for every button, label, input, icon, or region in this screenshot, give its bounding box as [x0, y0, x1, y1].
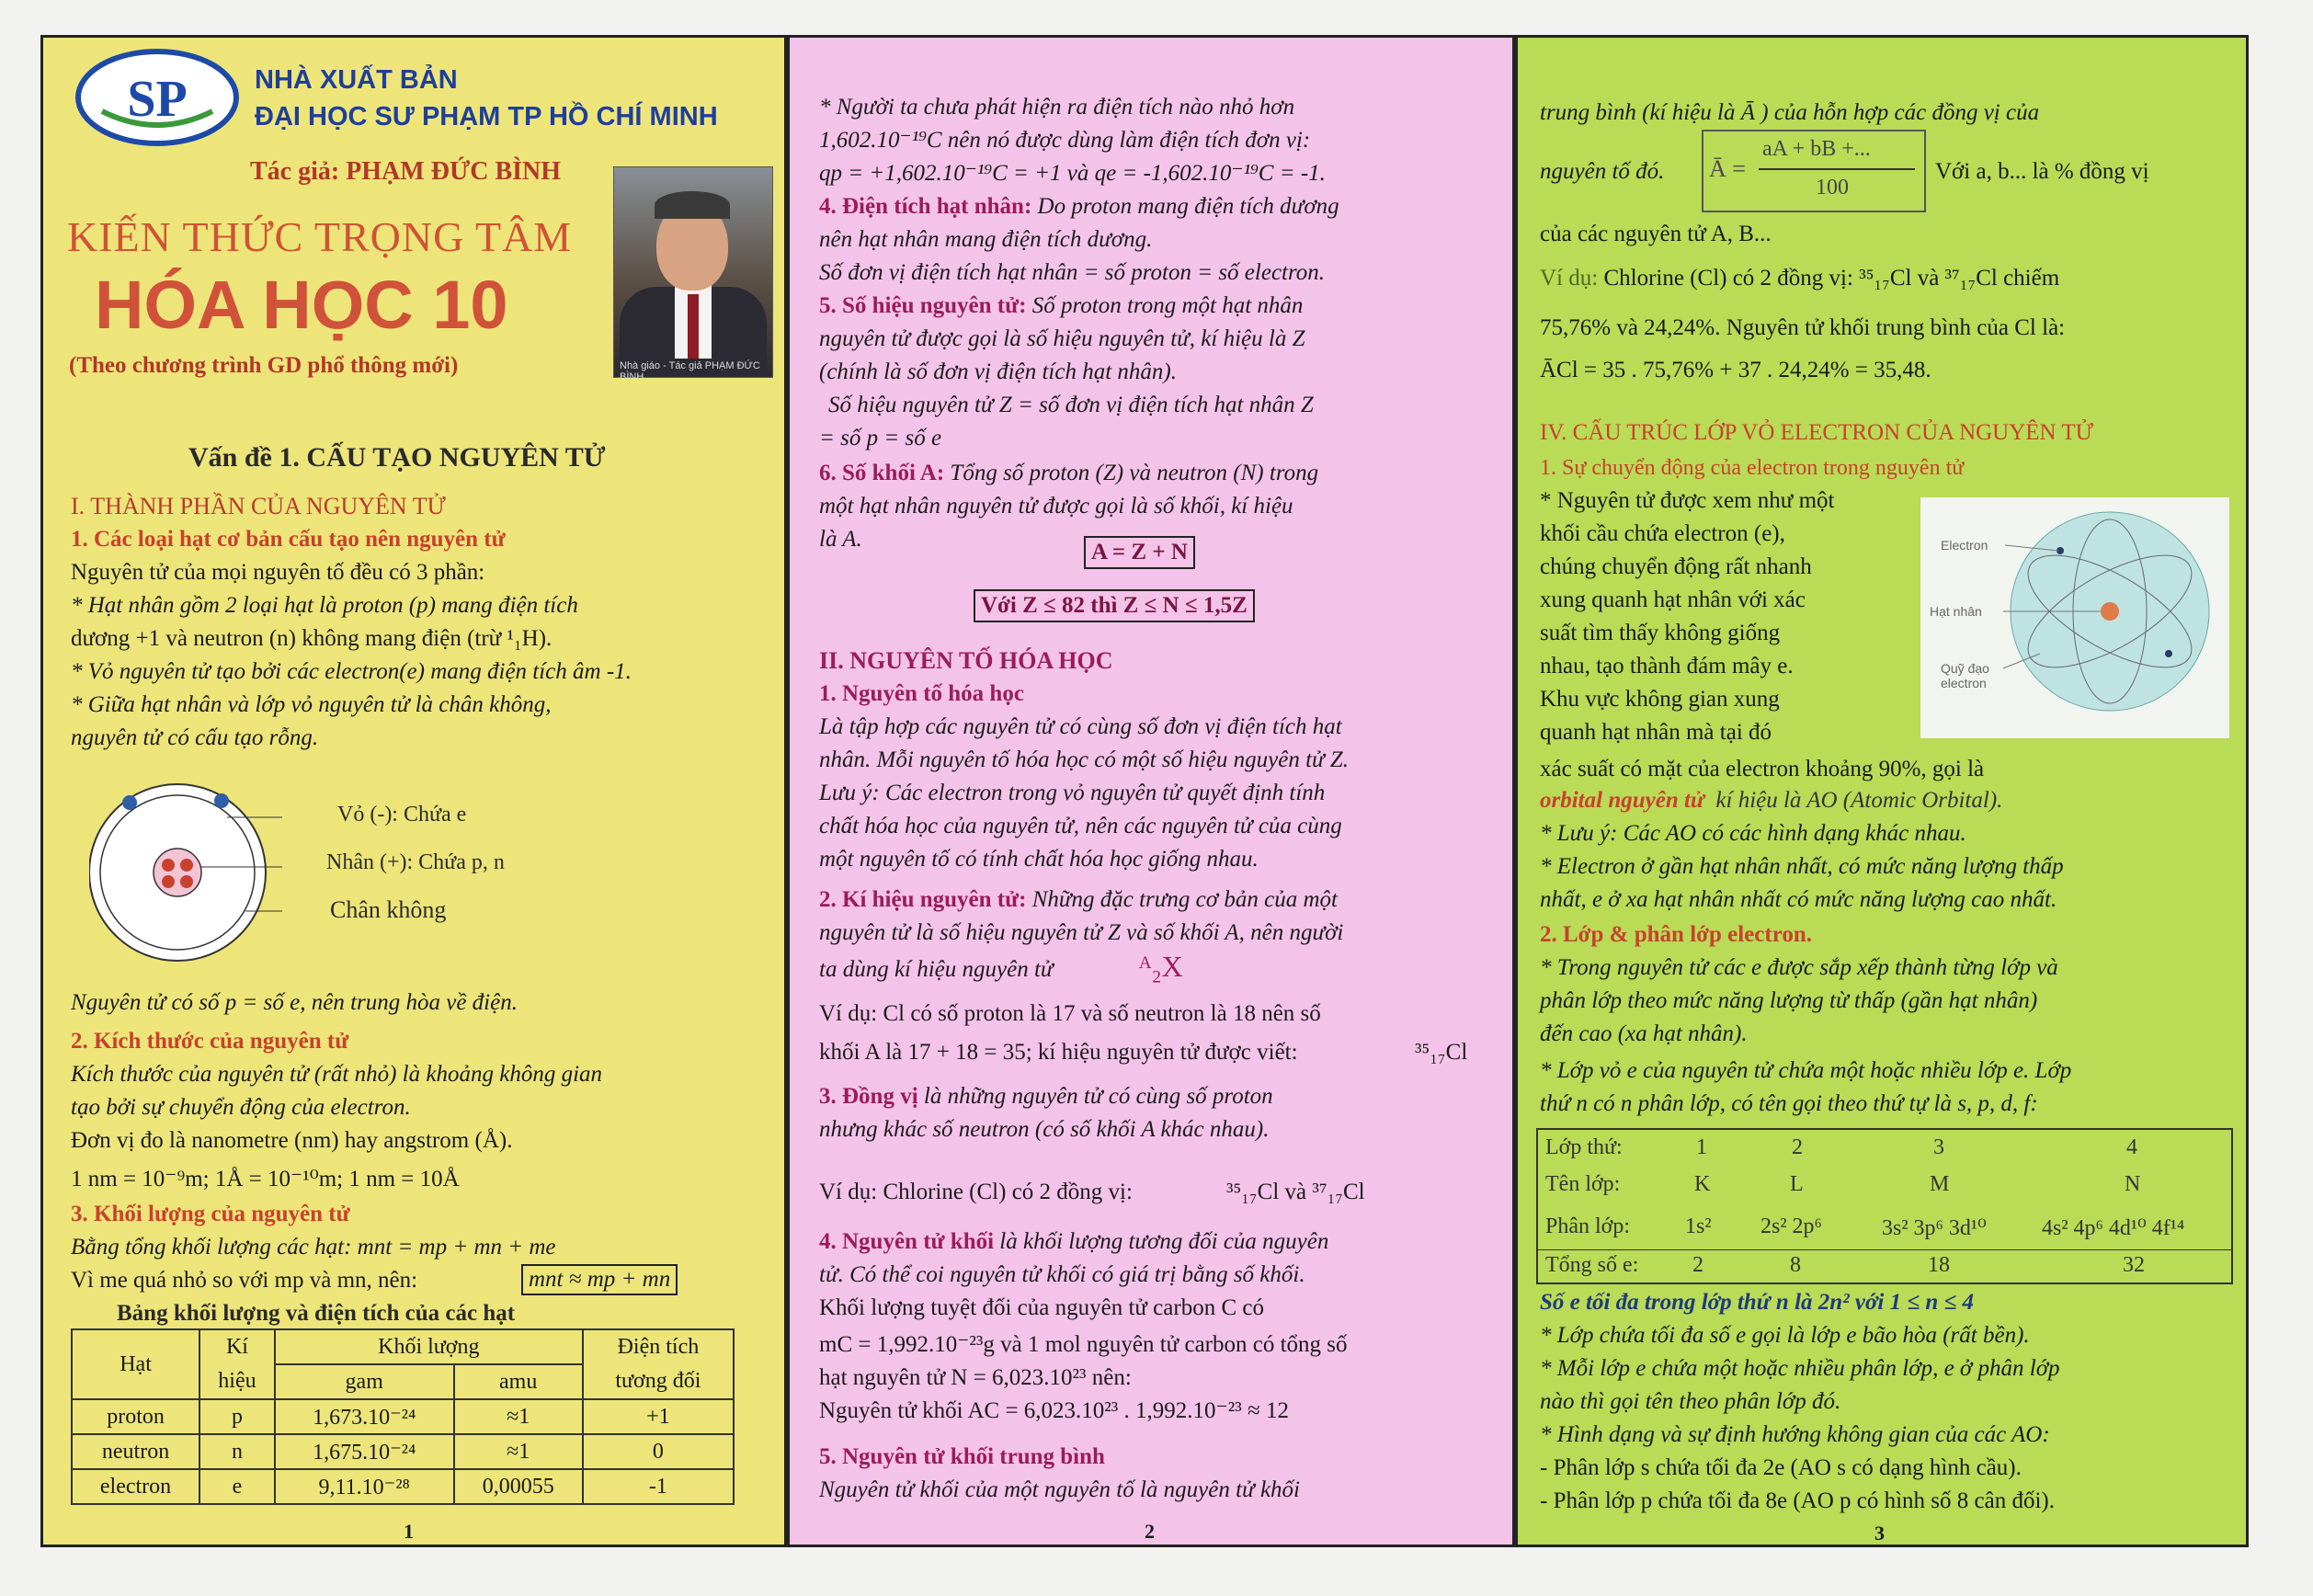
text-line: khối A là 17 + 18 = 35; kí hiệu nguyên tử được viết: [819, 1040, 1298, 1065]
cell: neutron [72, 1434, 199, 1469]
page-3 [1515, 35, 2249, 1547]
cell: proton [72, 1399, 199, 1434]
text-line: kí hiệu là AO (Atomic Orbital). [1715, 788, 2003, 813]
atom-diagram [89, 770, 549, 981]
page-number: 1 [404, 1520, 414, 1543]
author-name: Tác giả: PHẠM ĐỨC BÌNH [250, 157, 562, 186]
text-line: 1,602.10⁻¹⁹C nên nó được dùng làm điện tích đơn vị: [819, 128, 1311, 153]
text-line: của các nguyên tử A, B... [1540, 222, 1772, 246]
cell: 2 [1692, 1253, 1703, 1277]
text-line: Nguyên tử khối của một nguyên tố là nguyên tử khối [819, 1477, 1300, 1502]
program-note: (Theo chương trình GD phổ thông mới) [69, 353, 459, 378]
col-header-gram: gam [275, 1364, 454, 1399]
text-line: 75,76% và 24,24%. Nguyên tử khối trung bình của Cl là: [1540, 315, 2066, 340]
text-line: là A. [819, 527, 862, 552]
heading-size: 2. Kích thước của nguyên tử [71, 1029, 349, 1054]
text-line: Với a, b... là % đồng vị [1935, 159, 2149, 184]
text-line: Chlorine (Cl) có 2 đồng vị: ³⁵₁₇Cl và ³⁷₁₇Cl chiếm [1603, 266, 2060, 291]
text-line: thứ n có n phân lớp, có tên gọi theo thứ tự là s, p, d, f: [1540, 1091, 2038, 1116]
text-line: quanh hạt nhân mà tại đó [1540, 720, 1772, 745]
cell: 9,11.10⁻²⁸ [275, 1469, 454, 1504]
cell: 0 [583, 1434, 734, 1469]
cell: 3s² 3p⁶ 3d¹⁰ [1882, 1216, 1987, 1240]
row-label: Tên lớp: [1545, 1172, 1621, 1196]
text-line: chúng chuyển động rất nhanh [1540, 554, 1812, 579]
page-2 [787, 35, 1515, 1547]
text-line: Nguyên tử của mọi nguyên tố đều có 3 phần: [71, 560, 485, 585]
text-line: Nguyên tử có số p = số e, nên trung hòa về điện. [71, 990, 518, 1015]
text-line: đến cao (xa hạt nhân). [1540, 1021, 1748, 1046]
formula-denominator: 100 [1816, 176, 1849, 200]
particle-table [71, 1328, 735, 1505]
text-line: Là tập hợp các nguyên tử có cùng số đơn vị điện tích hạt [819, 714, 1342, 739]
text-line: Số proton trong một hạt nhân [1031, 293, 1304, 318]
symbol-AZX: ᴬ₂X [1139, 950, 1183, 983]
col-header-symbol-2: hiệu [199, 1364, 275, 1399]
publisher-name-line2: ĐẠI HỌC SƯ PHẠM TP HỒ CHÍ MINH [255, 102, 718, 131]
text-line: Kích thước của nguyên tử (rất nhỏ) là khoảng không gian [71, 1062, 603, 1087]
text-line: suất tìm thấy không giống [1540, 621, 1781, 645]
cell: e [199, 1469, 275, 1504]
orbital-label-electron: Electron [1941, 538, 1988, 553]
text-line: ĀCl = 35 . 75,76% + 37 . 24,24% = 35,48. [1540, 358, 1931, 382]
cell: +1 [583, 1399, 734, 1434]
col-header-mass: Khối lượng [275, 1329, 583, 1364]
table-row [72, 1399, 734, 1434]
heading-isotope: 3. Đồng vị [819, 1084, 918, 1109]
text-line: nguyên tử được gọi là số hiệu nguyên tử, kí hiệu là Z [819, 326, 1305, 351]
text-line: - Phân lớp p chứa tối đa 8e (AO p có hình số 8 cân đối). [1540, 1488, 2055, 1513]
row-label: Phân lớp: [1545, 1214, 1631, 1238]
average-mass-formula [1702, 130, 1926, 212]
page-number: 3 [1874, 1522, 1885, 1545]
cell: 1 [1696, 1135, 1707, 1159]
atom-label-vacuum: Chân không [330, 896, 447, 923]
text-line: mC = 1,992.10⁻²³g và 1 mol nguyên tử carbon có tổng số [819, 1332, 1348, 1357]
cell: 4 [2126, 1135, 2137, 1159]
text-line: nhưng khác số neutron (có số khối A khác nhau). [819, 1117, 1270, 1142]
mass-approx-box: mnt ≈ mp + mn [521, 1264, 678, 1295]
heading-atomic-mass: 4. Nguyên tử khối [819, 1229, 995, 1254]
text-line: Do proton mang điện tích dương [1037, 194, 1339, 219]
heading-nuclear-charge: 4. Điện tích hạt nhân: [819, 194, 1032, 219]
text-line: Bằng tổng khối lượng các hạt: mnt = mp + mn + me [71, 1235, 556, 1260]
cell: 1,675.10⁻²⁴ [275, 1434, 454, 1469]
text-line: khối cầu chứa electron (e), [1540, 521, 1785, 546]
atom-label-shell: Vỏ (-): Chứa e [337, 803, 467, 826]
text-line: nhau, tạo thành đám mây e. [1540, 654, 1794, 678]
text-line: dương +1 và neutron (n) không mang điện (trừ ¹₁H). [71, 626, 553, 651]
cell: 18 [1928, 1253, 1950, 1277]
section-heading-2: II. NGUYÊN TỐ HÓA HỌC [819, 647, 1113, 674]
text-line: * Vỏ nguyên tử tạo bởi các electron(e) mang điện tích âm -1. [71, 659, 632, 684]
cell: p [199, 1399, 275, 1434]
text-line: nên hạt nhân mang điện tích dương. [819, 227, 1153, 252]
fraction-bar [1759, 168, 1915, 170]
orbital-label-orbit: Quỹ đạo electron [1941, 661, 1989, 690]
table-title: Bảng khối lượng và điện tích của các hạt [117, 1301, 516, 1326]
text-line: là những nguyên tử có cùng số proton [923, 1084, 1273, 1109]
col-header-symbol: Kí [199, 1329, 275, 1364]
col-header-charge: Điện tích [583, 1329, 734, 1364]
text-line: Nguyên tử khối AC = 6,023.10²³ . 1,992.10⁻²³ ≈ 12 [819, 1398, 1289, 1423]
text-line: hạt nguyên tử N = 6,023.10²³ nên: [819, 1365, 1132, 1390]
publisher-name-line1: NHÀ XUẤT BẢN [255, 65, 458, 95]
row-label: Tổng số e: [1545, 1253, 1639, 1277]
heading-atomic-symbol: 2. Kí hiệu nguyên tử: [819, 887, 1027, 912]
text-line: nguyên tử có cấu tạo rỗng. [71, 725, 319, 750]
text-line: là khối lượng tương đối của nguyên [999, 1229, 1329, 1254]
heading-particles: 1. Các loại hạt cơ bản cấu tạo nên nguyên tử [71, 527, 506, 552]
cell: -1 [583, 1469, 734, 1504]
cell: M [1930, 1172, 1950, 1196]
cell: N [2125, 1172, 2141, 1196]
text-line: (chính là số đơn vị điện tích hạt nhân). [819, 359, 1177, 384]
cell: 0,00055 [454, 1469, 583, 1504]
topic-title: Vấn đề 1. CẤU TẠO NGUYÊN TỬ [188, 442, 606, 473]
text-line: Ví dụ: Cl có số proton là 17 và số neutron là 18 nên số [819, 1001, 1321, 1026]
cell: 1,673.10⁻²⁴ [275, 1399, 454, 1434]
text-line: * Mỗi lớp e chứa một hoặc nhiều phân lớp, e ở phân lớp [1540, 1356, 2060, 1381]
cell: K [1694, 1172, 1711, 1196]
example-label: Ví dụ: [1540, 266, 1599, 291]
text-line: * Hạt nhân gồm 2 loại hạt là proton (p) mang điện tích [71, 593, 578, 618]
publisher-logo [74, 47, 240, 148]
formula-box-A: A = Z + N [1084, 536, 1195, 569]
isotope-symbols: ³⁵₁₇Cl và ³⁷₁₇Cl [1226, 1180, 1365, 1204]
text-line: Ví dụ: Chlorine (Cl) có 2 đồng vị: [819, 1180, 1133, 1204]
cell: 2s² 2p⁶ [1760, 1214, 1822, 1238]
max-electrons-rule: Số e tối đa trong lớp thứ n là 2n² với 1 ≤ n ≤ 4 [1540, 1290, 1974, 1315]
text-line: Khu vực không gian xung [1540, 687, 1780, 712]
cell: 32 [2123, 1253, 2145, 1277]
table-row [72, 1434, 734, 1469]
text-line: * Electron ở gần hạt nhân nhất, có mức năng lượng thấp [1540, 854, 2064, 879]
text-line: nhân. Mỗi nguyên tố hóa học có một số hiệu nguyên tử Z. [819, 747, 1350, 772]
text-line: nhất, e ở xa hạt nhân nhất có mức năng lượng cao nhất. [1540, 887, 2057, 912]
text-line: ta dùng kí hiệu nguyên tử [819, 957, 1054, 982]
formula-box-ratio: Với Z ≤ 82 thì Z ≤ N ≤ 1,5Z [974, 589, 1255, 622]
cell: electron [72, 1469, 199, 1504]
text-line: nguyên tử là số hiệu nguyên tử Z và số khối A, nên người [819, 920, 1344, 945]
svg-text:SP: SP [127, 71, 188, 128]
page-number: 2 [1145, 1520, 1155, 1543]
text-line: * Lưu ý: Các AO có các hình dạng khác nhau. [1540, 821, 1966, 846]
text-line: qp = +1,602.10⁻¹⁹C = +1 và qe = -1,602.10⁻¹⁹C = -1. [819, 161, 1326, 186]
shell-table [1536, 1128, 2233, 1284]
heading-average-mass: 5. Nguyên tử khối trung bình [819, 1444, 1105, 1469]
text-line: tử. Có thể coi nguyên tử khối có giá trị bằng số khối. [819, 1262, 1305, 1287]
text-line: - Phân lớp s chứa tối đa 2e (AO s có dạng hình cầu). [1540, 1455, 2022, 1480]
formula-numerator: aA + bB +... [1762, 137, 1871, 161]
col-header-relative: tương đối [583, 1364, 734, 1399]
text-line: phân lớp theo mức năng lượng từ thấp (gần hạt nhân) [1540, 988, 2038, 1013]
text-line: Tổng số proton (Z) và neutron (N) trong [950, 461, 1319, 485]
text-line: xung quanh hạt nhân với xác [1540, 587, 1806, 612]
text-line: = số p = số e [819, 426, 942, 450]
table-row [72, 1469, 734, 1504]
formula-lhs: Ā = [1709, 155, 1746, 182]
term-orbital: orbital nguyên tử [1540, 788, 1704, 813]
orbital-illustration [1920, 497, 2229, 738]
cell: L [1790, 1172, 1804, 1196]
col-header-particle: Hạt [72, 1329, 199, 1399]
text-line: nguyên tố đó. [1540, 159, 1665, 184]
heading-atomic-number: 5. Số hiệu nguyên tử: [819, 293, 1027, 318]
text-line: 1 nm = 10⁻⁹m; 1Å = 10⁻¹⁰m; 1 nm = 10Å [71, 1167, 460, 1191]
orbital-label-nucleus: Hạt nhân [1930, 604, 1982, 619]
text-line: một nguyên tố có tính chất hóa học giống nhau. [819, 847, 1259, 872]
text-line: Những đặc trưng cơ bản của một [1031, 887, 1338, 912]
cell: n [199, 1434, 275, 1469]
cell: 4s² 4p⁶ 4d¹⁰ 4f¹⁴ [2042, 1216, 2185, 1240]
text-line: nào thì gọi tên theo phân lớp đó. [1540, 1389, 1841, 1414]
heading-mass: 3. Khối lượng của nguyên tử [71, 1202, 350, 1226]
text-line: * Người ta chưa phát hiện ra điện tích nào nhỏ hơn [819, 95, 1295, 120]
heading-element: 1. Nguyên tố hóa học [819, 681, 1024, 706]
text-line: * Trong nguyên tử các e được sắp xếp thành từng lớp và [1540, 955, 2058, 980]
row-label: Lớp thứ: [1545, 1135, 1623, 1159]
text-line: Khối lượng tuyệt đối của nguyên tử carbon C có [819, 1295, 1264, 1320]
symbol-cl35: ³⁵₁₇Cl [1415, 1040, 1468, 1065]
page-1 [40, 35, 787, 1547]
atom-label-nucleus: Nhân (+): Chứa p, n [326, 850, 505, 874]
heading-mass-number: 6. Số khối A: [819, 461, 945, 485]
text-line: * Lớp vỏ e của nguyên tử chứa một hoặc nhiều lớp e. Lớp [1540, 1058, 2072, 1083]
text-line: một hạt nhân nguyên tử được gọi là số khối, kí hiệu [819, 494, 1293, 519]
cell: ≈1 [454, 1434, 583, 1469]
text-line: Đơn vị đo là nanometre (nm) hay angstrom (Å). [71, 1128, 513, 1153]
text-line: Lưu ý: Các electron trong vỏ nguyên tử quyết định tính [819, 781, 1326, 805]
heading-electron-motion: 1. Sự chuyển động của electron trong nguyên tử [1540, 456, 1965, 480]
photo-caption: Nhà giáo - Tác giả PHẠM ĐỨC BÌNH [620, 360, 760, 382]
heading-shells: 2. Lớp & phân lớp electron. [1540, 922, 1813, 947]
cell: 2 [1792, 1135, 1803, 1159]
book-title: HÓA HỌC 10 [95, 267, 508, 343]
section-heading-1: I. THÀNH PHẦN CỦA NGUYÊN TỬ [71, 493, 446, 519]
text-line: chất hóa học của nguyên tử, nên các nguyên tử của cùng [819, 814, 1342, 838]
text-line: * Giữa hạt nhân và lớp vỏ nguyên tử là chân không, [71, 692, 552, 717]
author-photo [613, 166, 773, 382]
cell: ≈1 [454, 1399, 583, 1434]
text-line: trung bình (kí hiệu là Ā ) của hỗn hợp các đồng vị của [1540, 100, 2040, 125]
cell: 3 [1933, 1135, 1944, 1159]
cell: 1s² [1685, 1214, 1712, 1238]
text-line: Số đơn vị điện tích hạt nhân = số proton = số electron. [819, 260, 1326, 285]
text-line: * Hình dạng và sự định hướng không gian của các AO: [1540, 1422, 2050, 1447]
text-line: * Lớp chứa tối đa số e gọi là lớp e bão hòa (rất bền). [1540, 1323, 2030, 1348]
text-line: Vì me quá nhỏ so với mp và mn, nên: [71, 1268, 418, 1293]
text-line: tạo bởi sự chuyển động của electron. [71, 1095, 411, 1120]
cell: 8 [1790, 1253, 1801, 1277]
text-line: * Nguyên tử được xem như một [1540, 488, 1835, 513]
section-heading-4: IV. CẤU TRÚC LỚP VỎ ELECTRON CỦA NGUYÊN TỬ [1540, 420, 2094, 445]
book-subtitle: KIẾN THỨC TRỌNG TÂM [67, 213, 573, 260]
text-line: Số hiệu nguyên tử Z = số đơn vị điện tích hạt nhân Z [828, 393, 1314, 417]
text-line: xác suất có mặt của electron khoảng 90%, gọi là [1540, 757, 1985, 781]
col-header-amu: amu [454, 1364, 583, 1399]
